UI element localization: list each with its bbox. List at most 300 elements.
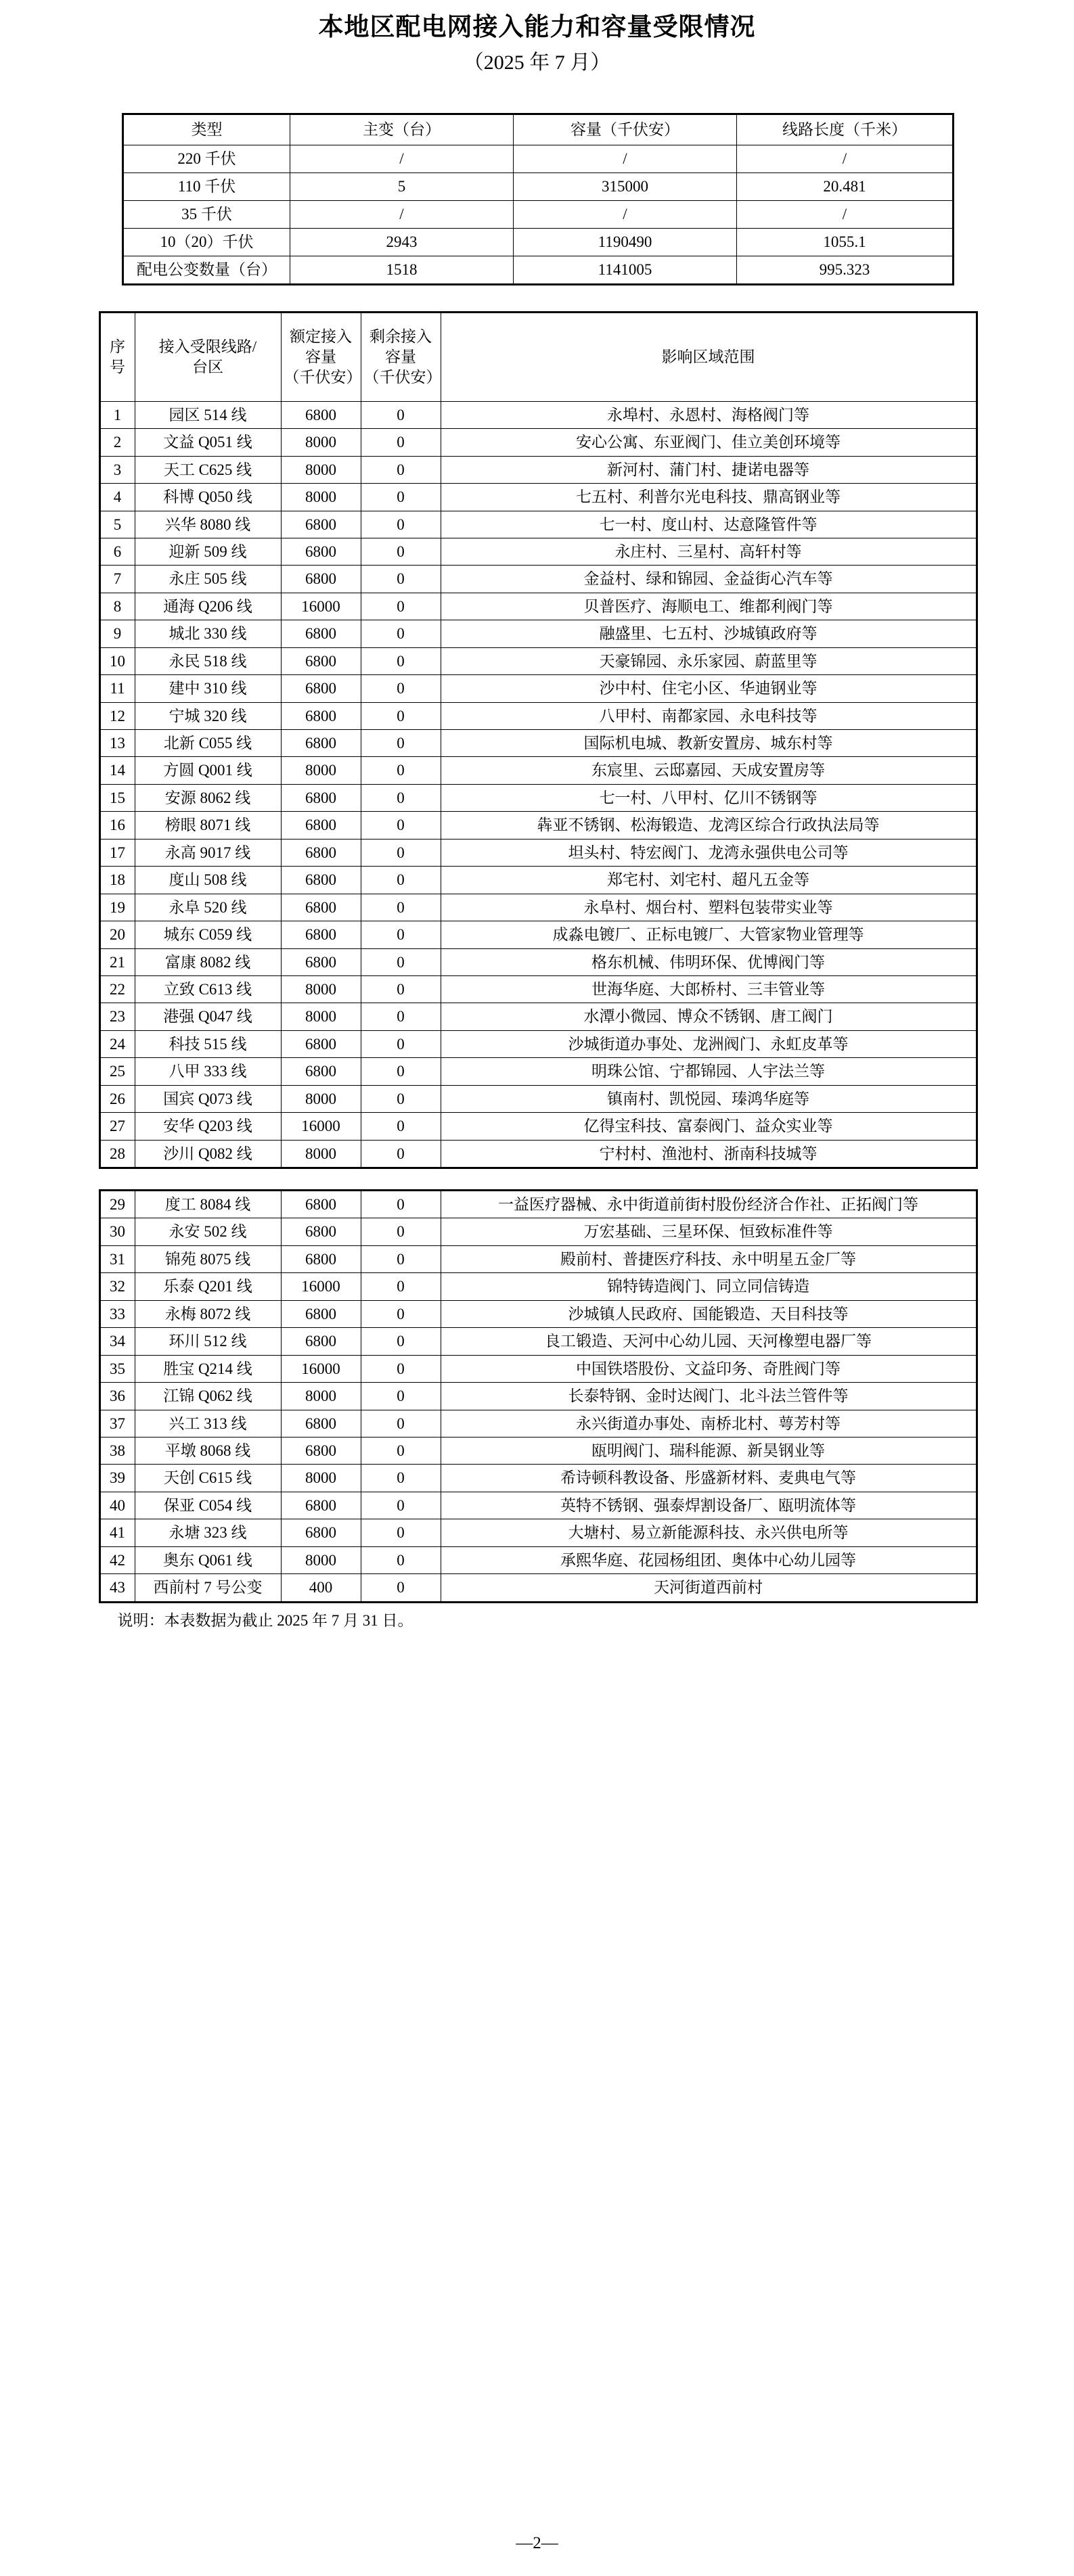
detail-cell-remaining: 0 bbox=[361, 1465, 441, 1492]
detail-cell-area: 七一村、度山村、达意隆管件等 bbox=[441, 511, 977, 538]
summary-table-row bbox=[123, 145, 954, 172]
detail-cell-rated: 6800 bbox=[281, 566, 361, 593]
detail-cell-area: 水潭小微园、博众不锈钢、唐工阀门 bbox=[441, 1003, 977, 1030]
detail-table-row bbox=[99, 1300, 977, 1327]
detail-cell-seq: 25 bbox=[99, 1058, 135, 1085]
detail-cell-line: 方圆 Q001 线 bbox=[135, 757, 281, 784]
detail-cell-line: 八甲 333 线 bbox=[135, 1058, 281, 1085]
detail-table-row bbox=[99, 538, 977, 565]
detail-cell-rated: 6800 bbox=[281, 1410, 361, 1437]
detail-cell-area: 郑宅村、刘宅村、超凡五金等 bbox=[441, 867, 977, 894]
detail-cell-remaining: 0 bbox=[361, 1437, 441, 1464]
summary-cell-capacity: 315000 bbox=[514, 172, 737, 200]
detail-cell-rated: 6800 bbox=[281, 401, 361, 428]
detail-cell-rated: 6800 bbox=[281, 1058, 361, 1085]
detail-cell-rated: 16000 bbox=[281, 1113, 361, 1140]
detail-cell-remaining: 0 bbox=[361, 1003, 441, 1030]
detail-table-row bbox=[99, 566, 977, 593]
detail-cell-seq: 6 bbox=[99, 538, 135, 565]
detail-cell-line: 永塘 323 线 bbox=[135, 1519, 281, 1546]
summary-cell-type: 配电公变数量（台） bbox=[123, 256, 290, 284]
detail-table-row bbox=[99, 1140, 977, 1168]
detail-cell-seq: 23 bbox=[99, 1003, 135, 1030]
detail-cell-seq: 10 bbox=[99, 647, 135, 674]
detail-table-row bbox=[99, 1085, 977, 1112]
detail-cell-area: 新河村、蒲门村、捷诺电器等 bbox=[441, 456, 977, 483]
detail-table-row bbox=[99, 812, 977, 839]
detail-cell-remaining: 0 bbox=[361, 593, 441, 620]
detail-table-row bbox=[99, 1383, 977, 1410]
detail-cell-remaining: 0 bbox=[361, 1328, 441, 1355]
detail-cell-rated: 8000 bbox=[281, 1003, 361, 1030]
detail-cell-rated: 6800 bbox=[281, 1030, 361, 1057]
detail-table-row bbox=[99, 730, 977, 757]
detail-cell-rated: 6800 bbox=[281, 1218, 361, 1245]
summary-cell-type: 35 千伏 bbox=[123, 200, 290, 228]
detail-cell-area: 亿得宝科技、富泰阀门、益众实业等 bbox=[441, 1113, 977, 1140]
detail-cell-line: 兴华 8080 线 bbox=[135, 511, 281, 538]
summary-table bbox=[122, 113, 954, 285]
detail-cell-remaining: 0 bbox=[361, 429, 441, 456]
detail-cell-rated: 6800 bbox=[281, 867, 361, 894]
detail-cell-area: 希诗顿科教设备、彤盛新材料、麦典电气等 bbox=[441, 1465, 977, 1492]
detail-cell-remaining: 0 bbox=[361, 1355, 441, 1382]
detail-cell-rated: 8000 bbox=[281, 1465, 361, 1492]
detail-cell-seq: 3 bbox=[99, 456, 135, 483]
detail-cell-area: 瓯明阀门、瑞科能源、新昊钢业等 bbox=[441, 1437, 977, 1464]
detail-cell-area: 一益医疗器械、永中街道前街村股份经济合作社、正拓阀门等 bbox=[441, 1191, 977, 1218]
detail-cell-seq: 4 bbox=[99, 484, 135, 511]
detail-cell-area: 大塘村、易立新能源科技、永兴供电所等 bbox=[441, 1519, 977, 1546]
detail-cell-rated: 16000 bbox=[281, 593, 361, 620]
detail-cell-rated: 8000 bbox=[281, 1140, 361, 1168]
detail-cell-remaining: 0 bbox=[361, 784, 441, 811]
detail-header-area: 影响区域范围 bbox=[441, 312, 977, 401]
detail-cell-rated: 16000 bbox=[281, 1273, 361, 1300]
detail-cell-rated: 6800 bbox=[281, 921, 361, 948]
detail-cell-rated: 8000 bbox=[281, 429, 361, 456]
summary-header-cell: 类型 bbox=[123, 114, 290, 145]
detail-cell-seq: 16 bbox=[99, 812, 135, 839]
detail-cell-line: 永庄 505 线 bbox=[135, 566, 281, 593]
summary-cell-transformers: / bbox=[290, 145, 514, 172]
summary-cell-line_length: / bbox=[737, 200, 954, 228]
detail-table-row bbox=[99, 1218, 977, 1245]
detail-cell-remaining: 0 bbox=[361, 1574, 441, 1602]
detail-table-row bbox=[99, 1465, 977, 1492]
detail-cell-area: 承熙华庭、花园杨组团、奥体中心幼儿园等 bbox=[441, 1546, 977, 1573]
detail-cell-seq: 11 bbox=[99, 675, 135, 702]
detail-cell-remaining: 0 bbox=[361, 1058, 441, 1085]
detail-cell-line: 天创 C615 线 bbox=[135, 1465, 281, 1492]
detail-cell-remaining: 0 bbox=[361, 484, 441, 511]
detail-table-row bbox=[99, 784, 977, 811]
detail-table-row bbox=[99, 1191, 977, 1218]
detail-cell-area: 良工锻造、天河中心幼儿园、天河橡塑电器厂等 bbox=[441, 1328, 977, 1355]
detail-cell-remaining: 0 bbox=[361, 812, 441, 839]
detail-cell-rated: 6800 bbox=[281, 784, 361, 811]
detail-table-row bbox=[99, 1574, 977, 1602]
detail-cell-seq: 28 bbox=[99, 1140, 135, 1168]
detail-cell-rated: 8000 bbox=[281, 1546, 361, 1573]
detail-cell-remaining: 0 bbox=[361, 839, 441, 866]
detail-table-row bbox=[99, 456, 977, 483]
detail-table-row bbox=[99, 921, 977, 948]
detail-cell-rated: 6800 bbox=[281, 839, 361, 866]
detail-cell-line: 保亚 C054 线 bbox=[135, 1492, 281, 1519]
detail-cell-line: 西前村 7 号公变 bbox=[135, 1574, 281, 1602]
detail-cell-area: 格东机械、伟明环保、优博阀门等 bbox=[441, 948, 977, 975]
detail-table-part1 bbox=[99, 311, 978, 1169]
detail-cell-remaining: 0 bbox=[361, 456, 441, 483]
detail-cell-rated: 400 bbox=[281, 1574, 361, 1602]
detail-cell-rated: 8000 bbox=[281, 1383, 361, 1410]
summary-cell-capacity: 1190490 bbox=[514, 228, 737, 256]
detail-cell-line: 文益 Q051 线 bbox=[135, 429, 281, 456]
detail-cell-area: 沙城街道办事处、龙洲阀门、永虹皮革等 bbox=[441, 1030, 977, 1057]
detail-cell-rated: 6800 bbox=[281, 675, 361, 702]
detail-cell-area: 永阜村、烟台村、塑料包装带实业等 bbox=[441, 894, 977, 921]
detail-cell-line: 平墩 8068 线 bbox=[135, 1437, 281, 1464]
detail-cell-line: 江锦 Q062 线 bbox=[135, 1383, 281, 1410]
detail-cell-line: 北新 C055 线 bbox=[135, 730, 281, 757]
detail-cell-seq: 12 bbox=[99, 702, 135, 729]
detail-cell-line: 永安 502 线 bbox=[135, 1218, 281, 1245]
detail-cell-seq: 39 bbox=[99, 1465, 135, 1492]
detail-cell-seq: 43 bbox=[99, 1574, 135, 1602]
detail-cell-rated: 6800 bbox=[281, 894, 361, 921]
detail-cell-line: 度山 508 线 bbox=[135, 867, 281, 894]
detail-table-row bbox=[99, 484, 977, 511]
summary-cell-capacity: / bbox=[514, 145, 737, 172]
detail-cell-seq: 15 bbox=[99, 784, 135, 811]
detail-cell-remaining: 0 bbox=[361, 511, 441, 538]
detail-cell-seq: 41 bbox=[99, 1519, 135, 1546]
detail-cell-rated: 8000 bbox=[281, 1085, 361, 1112]
detail-cell-line: 园区 514 线 bbox=[135, 401, 281, 428]
detail-cell-line: 永高 9017 线 bbox=[135, 839, 281, 866]
detail-cell-line: 乐泰 Q201 线 bbox=[135, 1273, 281, 1300]
detail-table-row bbox=[99, 1437, 977, 1464]
detail-cell-line: 度工 8084 线 bbox=[135, 1191, 281, 1218]
detail-cell-line: 天工 C625 线 bbox=[135, 456, 281, 483]
summary-cell-line_length: 20.481 bbox=[737, 172, 954, 200]
detail-cell-area: 贝普医疗、海顺电工、维都利阀门等 bbox=[441, 593, 977, 620]
summary-cell-line_length: / bbox=[737, 145, 954, 172]
summary-cell-line_length: 995.323 bbox=[737, 256, 954, 284]
detail-cell-rated: 6800 bbox=[281, 1492, 361, 1519]
detail-cell-seq: 37 bbox=[99, 1410, 135, 1437]
detail-table-row bbox=[99, 593, 977, 620]
detail-cell-line: 城北 330 线 bbox=[135, 620, 281, 647]
detail-table-row bbox=[99, 675, 977, 702]
detail-table-row bbox=[99, 867, 977, 894]
detail-table-row bbox=[99, 1355, 977, 1382]
detail-cell-seq: 30 bbox=[99, 1218, 135, 1245]
detail-cell-rated: 8000 bbox=[281, 456, 361, 483]
summary-table-row bbox=[123, 228, 954, 256]
detail-cell-remaining: 0 bbox=[361, 1383, 441, 1410]
summary-table-row bbox=[123, 172, 954, 200]
detail-cell-seq: 38 bbox=[99, 1437, 135, 1464]
detail-cell-rated: 6800 bbox=[281, 812, 361, 839]
detail-cell-area: 天河街道西前村 bbox=[441, 1574, 977, 1602]
summary-cell-transformers: 5 bbox=[290, 172, 514, 200]
detail-cell-line: 环川 512 线 bbox=[135, 1328, 281, 1355]
detail-cell-seq: 8 bbox=[99, 593, 135, 620]
detail-cell-line: 永民 518 线 bbox=[135, 647, 281, 674]
detail-table-row bbox=[99, 429, 977, 456]
detail-cell-rated: 8000 bbox=[281, 484, 361, 511]
detail-cell-seq: 18 bbox=[99, 867, 135, 894]
detail-cell-rated: 8000 bbox=[281, 757, 361, 784]
detail-cell-rated: 6800 bbox=[281, 647, 361, 674]
detail-table-row bbox=[99, 702, 977, 729]
detail-cell-area: 成淼电镀厂、正标电镀厂、大管家物业管理等 bbox=[441, 921, 977, 948]
detail-cell-line: 国宾 Q073 线 bbox=[135, 1085, 281, 1112]
detail-cell-rated: 6800 bbox=[281, 1519, 361, 1546]
detail-cell-seq: 32 bbox=[99, 1273, 135, 1300]
summary-cell-transformers: 1518 bbox=[290, 256, 514, 284]
detail-table-part1-container bbox=[99, 311, 976, 1169]
detail-cell-rated: 6800 bbox=[281, 702, 361, 729]
detail-cell-remaining: 0 bbox=[361, 1410, 441, 1437]
detail-cell-remaining: 0 bbox=[361, 1546, 441, 1573]
detail-cell-rated: 6800 bbox=[281, 730, 361, 757]
detail-table-row bbox=[99, 511, 977, 538]
detail-cell-remaining: 0 bbox=[361, 620, 441, 647]
summary-cell-transformers: / bbox=[290, 200, 514, 228]
detail-cell-seq: 40 bbox=[99, 1492, 135, 1519]
detail-cell-seq: 21 bbox=[99, 948, 135, 975]
detail-cell-rated: 6800 bbox=[281, 1437, 361, 1464]
detail-table-row bbox=[99, 1546, 977, 1573]
detail-cell-remaining: 0 bbox=[361, 975, 441, 1003]
detail-cell-seq: 29 bbox=[99, 1191, 135, 1218]
detail-cell-area: 国际机电城、教新安置房、城东村等 bbox=[441, 730, 977, 757]
detail-cell-remaining: 0 bbox=[361, 1085, 441, 1112]
detail-cell-area: 东宸里、云邸嘉园、天成安置房等 bbox=[441, 757, 977, 784]
detail-cell-rated: 16000 bbox=[281, 1355, 361, 1382]
detail-cell-line: 胜宝 Q214 线 bbox=[135, 1355, 281, 1382]
detail-cell-remaining: 0 bbox=[361, 1300, 441, 1327]
detail-cell-area: 镇南村、凯悦园、瑧鸿华庭等 bbox=[441, 1085, 977, 1112]
detail-header-row bbox=[99, 312, 977, 401]
detail-cell-line: 科技 515 线 bbox=[135, 1030, 281, 1057]
summary-cell-line_length: 1055.1 bbox=[737, 228, 954, 256]
detail-table-row bbox=[99, 1113, 977, 1140]
detail-cell-rated: 6800 bbox=[281, 1300, 361, 1327]
summary-header-row bbox=[123, 114, 954, 145]
detail-table-row bbox=[99, 757, 977, 784]
detail-cell-area: 沙城镇人民政府、国能锻造、天目科技等 bbox=[441, 1300, 977, 1327]
detail-cell-rated: 8000 bbox=[281, 975, 361, 1003]
detail-cell-line: 港强 Q047 线 bbox=[135, 1003, 281, 1030]
detail-cell-line: 永梅 8072 线 bbox=[135, 1300, 281, 1327]
detail-cell-remaining: 0 bbox=[361, 867, 441, 894]
detail-cell-area: 锦特铸造阀门、同立同信铸造 bbox=[441, 1273, 977, 1300]
detail-cell-line: 沙川 Q082 线 bbox=[135, 1140, 281, 1168]
detail-cell-seq: 20 bbox=[99, 921, 135, 948]
summary-header-cell: 主变（台） bbox=[290, 114, 514, 145]
detail-cell-remaining: 0 bbox=[361, 730, 441, 757]
table-note: 说明：本表数据为截止 2025 年 7 月 31 日。 bbox=[117, 1611, 413, 1629]
summary-cell-type: 110 千伏 bbox=[123, 172, 290, 200]
detail-cell-line: 迎新 509 线 bbox=[135, 538, 281, 565]
detail-cell-rated: 6800 bbox=[281, 948, 361, 975]
detail-cell-area: 永庄村、三星村、高轩村等 bbox=[441, 538, 977, 565]
detail-table-row bbox=[99, 647, 977, 674]
detail-header-line: 接入受限线路/ 台区 bbox=[135, 312, 281, 401]
detail-cell-seq: 14 bbox=[99, 757, 135, 784]
detail-cell-rated: 6800 bbox=[281, 1191, 361, 1218]
detail-cell-seq: 27 bbox=[99, 1113, 135, 1140]
summary-cell-transformers: 2943 bbox=[290, 228, 514, 256]
detail-cell-seq: 31 bbox=[99, 1245, 135, 1272]
detail-cell-rated: 6800 bbox=[281, 620, 361, 647]
detail-cell-seq: 17 bbox=[99, 839, 135, 866]
detail-cell-seq: 2 bbox=[99, 429, 135, 456]
detail-cell-seq: 24 bbox=[99, 1030, 135, 1057]
detail-header-rated: 额定接入 容量 （千伏安） bbox=[281, 312, 361, 401]
detail-cell-line: 科博 Q050 线 bbox=[135, 484, 281, 511]
detail-table-row bbox=[99, 1410, 977, 1437]
detail-table-row bbox=[99, 620, 977, 647]
detail-cell-remaining: 0 bbox=[361, 1191, 441, 1218]
detail-table-row bbox=[99, 1328, 977, 1355]
detail-cell-rated: 6800 bbox=[281, 538, 361, 565]
detail-cell-remaining: 0 bbox=[361, 757, 441, 784]
summary-cell-capacity: 1141005 bbox=[514, 256, 737, 284]
detail-cell-area: 长泰特钢、金时达阀门、北斗法兰管件等 bbox=[441, 1383, 977, 1410]
detail-cell-area: 天豪锦园、永乐家园、蔚蓝里等 bbox=[441, 647, 977, 674]
detail-cell-line: 通海 Q206 线 bbox=[135, 593, 281, 620]
summary-table-row bbox=[123, 200, 954, 228]
detail-cell-line: 榜眼 8071 线 bbox=[135, 812, 281, 839]
summary-header-cell: 线路长度（千米） bbox=[737, 114, 954, 145]
detail-cell-area: 世海华庭、大郎桥村、三丰管业等 bbox=[441, 975, 977, 1003]
detail-cell-remaining: 0 bbox=[361, 894, 441, 921]
detail-table-row bbox=[99, 1003, 977, 1030]
detail-table-part2-container bbox=[99, 1189, 976, 1603]
page-subtitle: （2025 年 7 月） bbox=[463, 51, 611, 74]
detail-table-row bbox=[99, 401, 977, 428]
detail-cell-seq: 1 bbox=[99, 401, 135, 428]
detail-cell-line: 永阜 520 线 bbox=[135, 894, 281, 921]
detail-cell-seq: 26 bbox=[99, 1085, 135, 1112]
detail-cell-seq: 36 bbox=[99, 1383, 135, 1410]
page-title: 本地区配电网接入能力和容量受限情况 bbox=[318, 14, 756, 41]
detail-cell-area: 融盛里、七五村、沙城镇政府等 bbox=[441, 620, 977, 647]
detail-cell-remaining: 0 bbox=[361, 1030, 441, 1057]
detail-cell-seq: 34 bbox=[99, 1328, 135, 1355]
detail-cell-line: 富康 8082 线 bbox=[135, 948, 281, 975]
detail-table-row bbox=[99, 1245, 977, 1272]
detail-table-row bbox=[99, 975, 977, 1003]
summary-table-container bbox=[122, 113, 952, 285]
detail-table-row bbox=[99, 894, 977, 921]
detail-cell-line: 建中 310 线 bbox=[135, 675, 281, 702]
detail-cell-line: 锦苑 8075 线 bbox=[135, 1245, 281, 1272]
detail-cell-seq: 5 bbox=[99, 511, 135, 538]
summary-table-row bbox=[123, 256, 954, 284]
detail-table-row bbox=[99, 1492, 977, 1519]
detail-cell-area: 殿前村、普捷医疗科技、永中明星五金厂等 bbox=[441, 1245, 977, 1272]
detail-cell-rated: 6800 bbox=[281, 1328, 361, 1355]
detail-cell-remaining: 0 bbox=[361, 1113, 441, 1140]
summary-header-cell: 容量（千伏安） bbox=[514, 114, 737, 145]
detail-cell-remaining: 0 bbox=[361, 1273, 441, 1300]
detail-table-part2 bbox=[99, 1189, 978, 1603]
detail-cell-area: 永兴街道办事处、南桥北村、萼芳村等 bbox=[441, 1410, 977, 1437]
detail-cell-remaining: 0 bbox=[361, 1245, 441, 1272]
page-number: —2— bbox=[516, 2534, 558, 2552]
summary-cell-type: 10（20）千伏 bbox=[123, 228, 290, 256]
summary-cell-capacity: / bbox=[514, 200, 737, 228]
detail-cell-seq: 19 bbox=[99, 894, 135, 921]
detail-cell-line: 兴工 313 线 bbox=[135, 1410, 281, 1437]
summary-cell-type: 220 千伏 bbox=[123, 145, 290, 172]
detail-cell-line: 宁城 320 线 bbox=[135, 702, 281, 729]
detail-cell-remaining: 0 bbox=[361, 538, 441, 565]
detail-table-row bbox=[99, 1058, 977, 1085]
detail-cell-area: 中国铁塔股份、文益印务、奇胜阀门等 bbox=[441, 1355, 977, 1382]
detail-cell-area: 万宏基础、三星环保、恒致标准件等 bbox=[441, 1218, 977, 1245]
detail-cell-area: 宁村村、渔池村、浙南科技城等 bbox=[441, 1140, 977, 1168]
detail-cell-area: 坦头村、特宏阀门、龙湾永强供电公司等 bbox=[441, 839, 977, 866]
detail-table-row bbox=[99, 1519, 977, 1546]
detail-cell-remaining: 0 bbox=[361, 702, 441, 729]
detail-cell-line: 安源 8062 线 bbox=[135, 784, 281, 811]
detail-cell-remaining: 0 bbox=[361, 948, 441, 975]
detail-cell-area: 金益村、绿和锦园、金益街心汽车等 bbox=[441, 566, 977, 593]
detail-cell-area: 明珠公馆、宁都锦园、人宇法兰等 bbox=[441, 1058, 977, 1085]
detail-header-remaining: 剩余接入 容量 （千伏安） bbox=[361, 312, 441, 401]
detail-cell-seq: 42 bbox=[99, 1546, 135, 1573]
detail-cell-line: 城东 C059 线 bbox=[135, 921, 281, 948]
detail-cell-seq: 7 bbox=[99, 566, 135, 593]
detail-cell-rated: 6800 bbox=[281, 511, 361, 538]
detail-cell-remaining: 0 bbox=[361, 566, 441, 593]
detail-cell-line: 安华 Q203 线 bbox=[135, 1113, 281, 1140]
detail-cell-seq: 33 bbox=[99, 1300, 135, 1327]
detail-cell-remaining: 0 bbox=[361, 1492, 441, 1519]
detail-cell-area: 永埠村、永恩村、海格阀门等 bbox=[441, 401, 977, 428]
detail-cell-remaining: 0 bbox=[361, 1140, 441, 1168]
detail-cell-seq: 13 bbox=[99, 730, 135, 757]
detail-cell-seq: 35 bbox=[99, 1355, 135, 1382]
detail-table-row bbox=[99, 948, 977, 975]
detail-cell-area: 八甲村、南都家园、永电科技等 bbox=[441, 702, 977, 729]
detail-cell-area: 沙中村、住宅小区、华迪钢业等 bbox=[441, 675, 977, 702]
detail-cell-area: 七一村、八甲村、亿川不锈钢等 bbox=[441, 784, 977, 811]
detail-cell-line: 奥东 Q061 线 bbox=[135, 1546, 281, 1573]
detail-table-row bbox=[99, 839, 977, 866]
detail-cell-remaining: 0 bbox=[361, 647, 441, 674]
detail-cell-remaining: 0 bbox=[361, 401, 441, 428]
detail-cell-remaining: 0 bbox=[361, 1218, 441, 1245]
detail-table-row bbox=[99, 1273, 977, 1300]
detail-cell-seq: 9 bbox=[99, 620, 135, 647]
detail-cell-remaining: 0 bbox=[361, 1519, 441, 1546]
detail-cell-remaining: 0 bbox=[361, 675, 441, 702]
detail-cell-area: 犇亚不锈钢、松海锻造、龙湾区综合行政执法局等 bbox=[441, 812, 977, 839]
detail-table-row bbox=[99, 1030, 977, 1057]
detail-cell-line: 立致 C613 线 bbox=[135, 975, 281, 1003]
detail-cell-area: 英特不锈钢、强泰焊割设备厂、瓯明流体等 bbox=[441, 1492, 977, 1519]
detail-cell-area: 安心公寓、东亚阀门、佳立美创环境等 bbox=[441, 429, 977, 456]
detail-header-seq: 序 号 bbox=[99, 312, 135, 401]
